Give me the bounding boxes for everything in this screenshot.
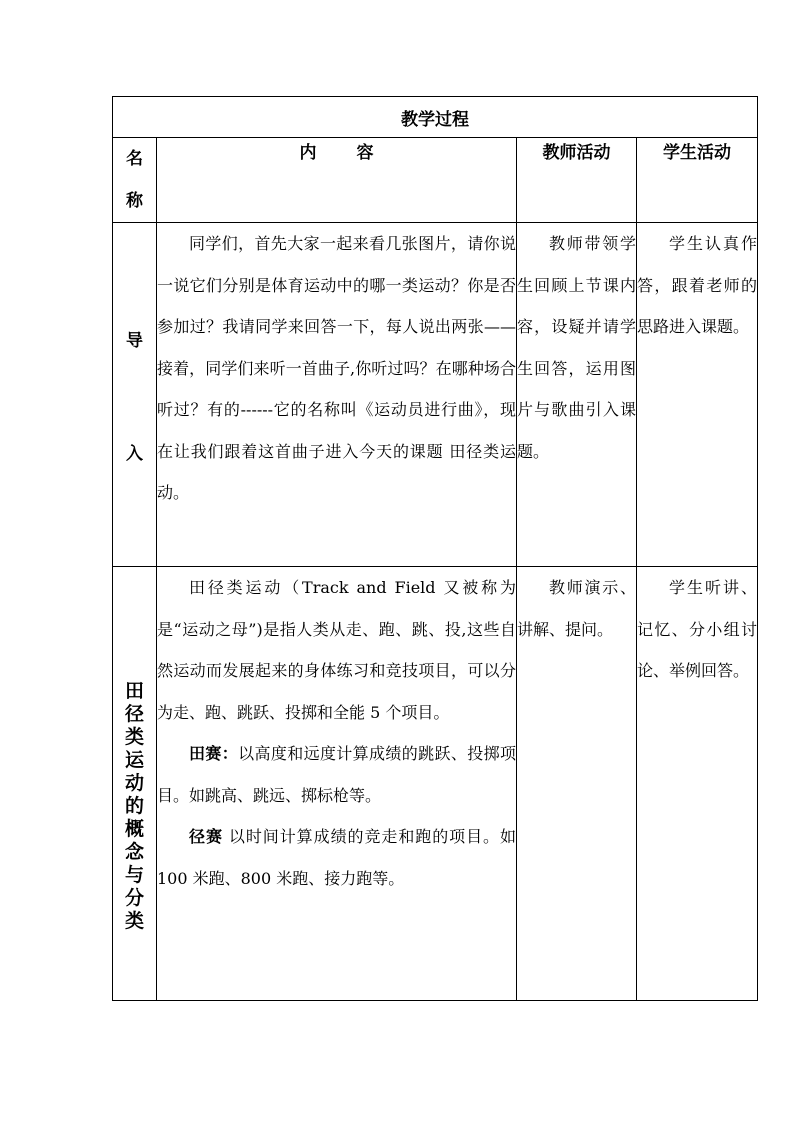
field-events-text: 以高度和远度计算成绩的跳跃、投掷项目。如跳高、跳远、掷标枪等。: [157, 744, 516, 805]
row-student-activity: [637, 223, 758, 567]
teacher-activity-text: 教师演示、讲解、提问。: [517, 578, 636, 639]
header-name-bottom: 称: [126, 191, 143, 211]
table-row: [113, 567, 758, 1001]
row-name-top: 导: [126, 331, 143, 351]
header-content-a: 内: [299, 143, 317, 163]
row-content: [157, 567, 517, 1001]
content-paragraph: 同学们，首先大家一起来看几张图片，请你说一说它们分别是体育运动中的哪一类运动？你是否参加过？我请同学来回答一下，每人说出两张——接着，同学们来听一首曲子,你听过吗？在哪种场合听过？有的------它的名称叫《运动员进行曲》，现在让我们跟着这首曲子进入今天的课题 田径类运动。: [157, 234, 516, 502]
row-name-bottom: 入: [126, 444, 143, 464]
header-content: [157, 138, 517, 223]
row-teacher-activity: [517, 567, 637, 1001]
header-content-b: 容: [356, 143, 374, 163]
header-row: [113, 138, 758, 223]
track-events-text: 以时间计算成绩的竞走和跑的项目。如 100 米跑、800 米跑、接力跑等。: [157, 827, 516, 888]
header-name-top: 名: [126, 149, 143, 169]
content-paragraph: 田径类运动（Track and Field 又被称为是“运动之母”)是指人类从走、跑、跳、投,这些自然运动而发展起来的身体练习和竞技项目，可以分为走、跑、跳跃、投掷和全能 5 个项目。: [157, 578, 516, 722]
row-student-activity: [637, 567, 758, 1001]
row-content: [157, 223, 517, 567]
student-activity-text: 学生听讲、记忆、分小组讨论、举例回答。: [637, 578, 757, 680]
header-teacher: 教师活动: [517, 138, 637, 223]
lesson-process-table: [112, 96, 758, 1001]
table-title: 教学过程: [113, 97, 758, 138]
teacher-activity-text: 教师带领学生回顾上节课内容，设疑并请学生回答，运用图片与歌曲引入课题。: [517, 234, 636, 461]
row-name-intro: [113, 223, 157, 567]
row-teacher-activity: [517, 223, 637, 567]
header-name: [113, 138, 157, 223]
row-name-vertical: 田径类运动的概念与分类: [124, 680, 144, 932]
content-paragraph: [157, 816, 516, 899]
field-events-label: 田赛：: [189, 744, 239, 763]
track-events-label: 径赛: [189, 827, 223, 846]
row-name-concept: [113, 567, 157, 1001]
table-row: [113, 223, 758, 567]
content-paragraph: [157, 733, 516, 816]
header-student: 学生活动: [637, 138, 758, 223]
student-activity-text: 学生认真作答，跟着老师的思路进入课题。: [637, 234, 757, 336]
